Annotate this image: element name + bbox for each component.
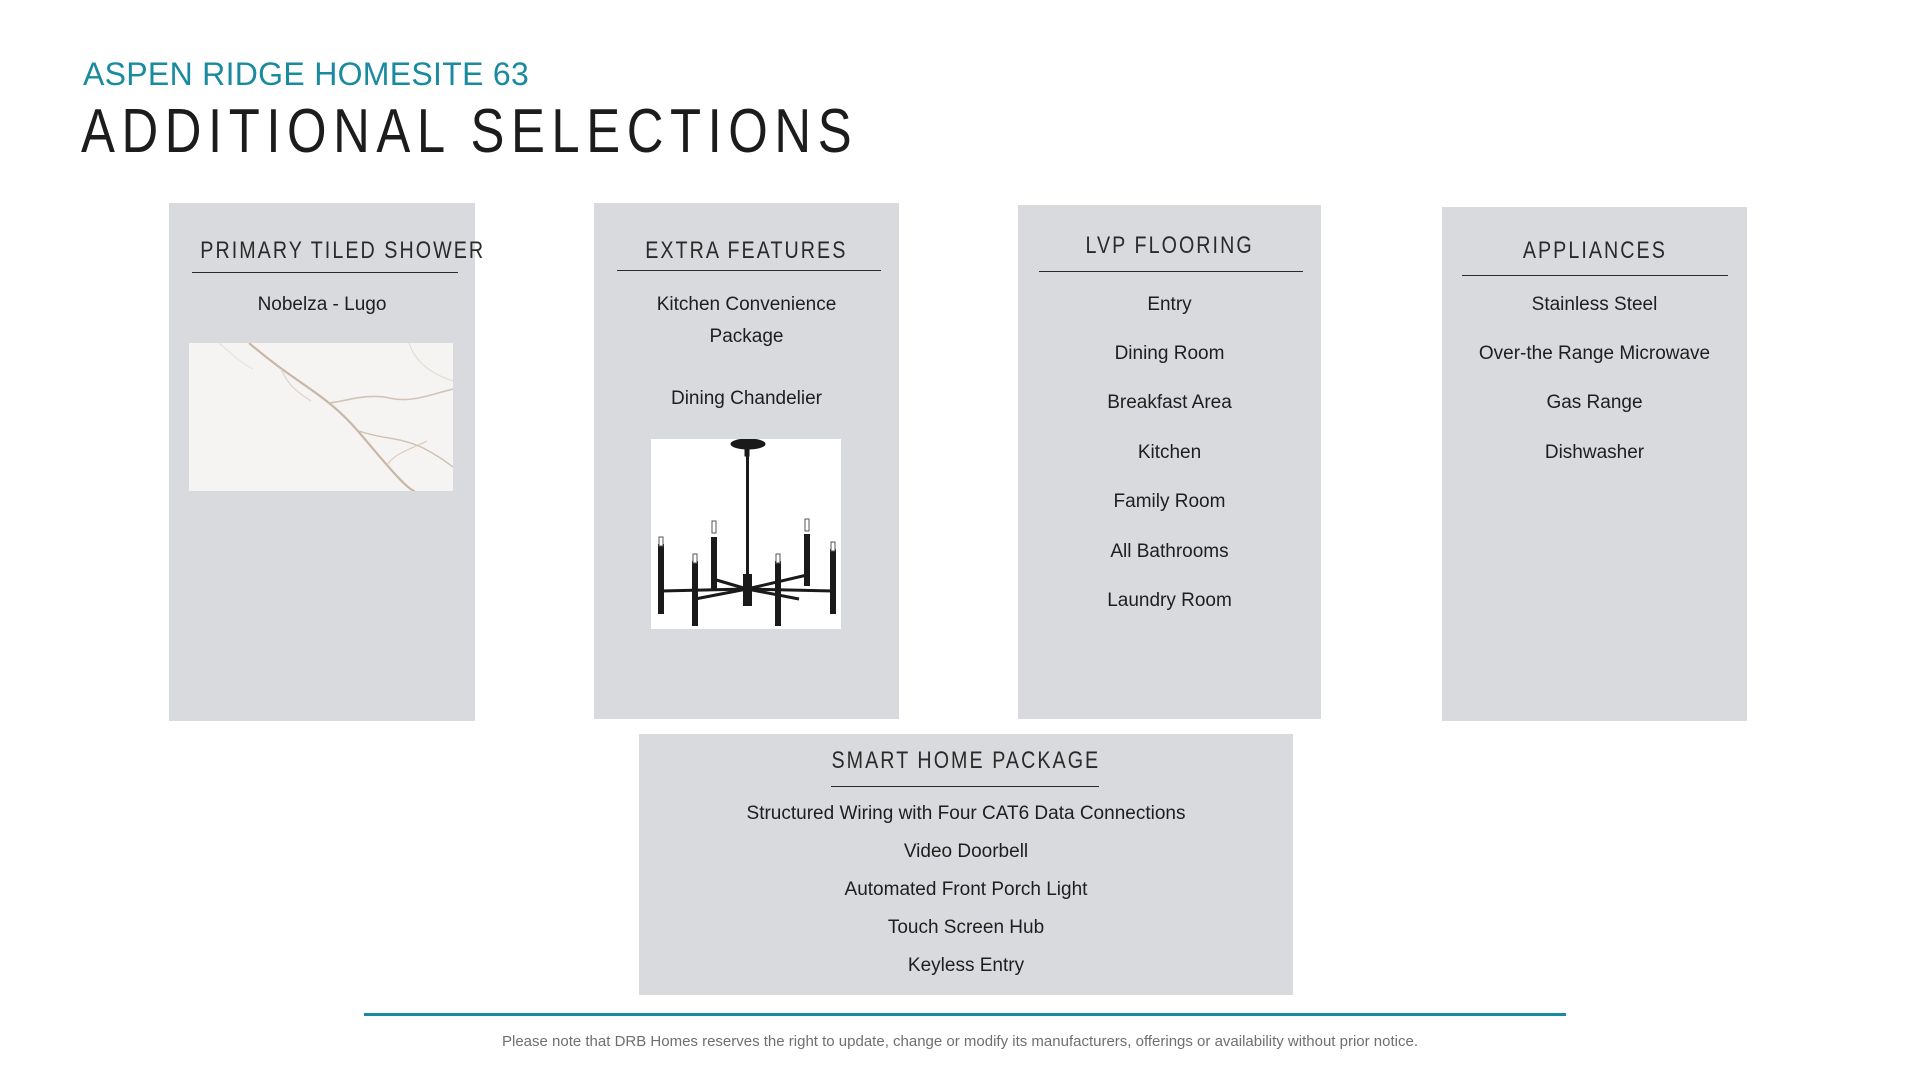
list-item: Dishwasher bbox=[1544, 442, 1645, 463]
list-item: Dining Room bbox=[1114, 343, 1225, 364]
list-item: Entry bbox=[1147, 294, 1192, 315]
list-item: Automated Front Porch Light bbox=[844, 879, 1088, 900]
heading-divider bbox=[192, 272, 458, 273]
list-item: Touch Screen Hub bbox=[887, 917, 1045, 938]
card-heading: LVP FLOORING bbox=[1085, 232, 1254, 259]
list-item: Dining Chandelier bbox=[670, 388, 823, 409]
list-item: Kitchen Convenience bbox=[656, 294, 837, 315]
list-item: Family Room bbox=[1113, 491, 1226, 512]
list-item: Nobelza - Lugo bbox=[257, 294, 387, 315]
marble-tile-image bbox=[189, 343, 453, 491]
card-heading: APPLIANCES bbox=[1522, 237, 1667, 264]
list-item: Gas Range bbox=[1546, 392, 1643, 413]
list-item: Package bbox=[709, 326, 784, 347]
disclaimer-text: Please note that DRB Homes reserves the right to update, change or modify its manufacturers, offerings or availability without prior notice. bbox=[501, 1033, 1418, 1050]
list-item: Keyless Entry bbox=[907, 955, 1025, 976]
heading-divider bbox=[1039, 271, 1303, 272]
chandelier-image bbox=[651, 439, 841, 629]
list-item: Breakfast Area bbox=[1107, 392, 1232, 413]
card-heading: EXTRA FEATURES bbox=[645, 237, 848, 264]
list-item: Laundry Room bbox=[1107, 590, 1232, 611]
heading-divider bbox=[617, 270, 881, 271]
card-heading: SMART HOME PACKAGE bbox=[831, 747, 1101, 774]
homesite-subtitle: ASPEN RIDGE HOMESITE 63 bbox=[83, 56, 530, 92]
chandelier-graphic bbox=[651, 439, 841, 629]
card-lvp-flooring bbox=[1018, 205, 1321, 719]
list-item: Structured Wiring with Four CAT6 Data Connections bbox=[746, 803, 1186, 824]
list-item: Stainless Steel bbox=[1531, 294, 1658, 315]
page-title: ADDITIONAL SELECTIONS bbox=[81, 97, 859, 166]
heading-divider bbox=[1462, 275, 1728, 276]
card-primary-tiled-shower bbox=[169, 203, 486, 721]
heading-divider bbox=[831, 786, 1099, 787]
card-smart-home-package bbox=[639, 734, 1293, 995]
footer-divider bbox=[364, 1013, 1566, 1016]
list-item: All Bathrooms bbox=[1110, 541, 1229, 562]
marble-texture-graphic bbox=[189, 343, 453, 491]
card-extra-features bbox=[594, 203, 899, 719]
list-item: Over-the Range Microwave bbox=[1478, 343, 1711, 364]
list-item: Video Doorbell bbox=[903, 841, 1029, 862]
list-item: Kitchen bbox=[1137, 442, 1202, 463]
card-appliances bbox=[1442, 207, 1747, 721]
card-heading: PRIMARY TILED SHOWER bbox=[200, 237, 486, 264]
